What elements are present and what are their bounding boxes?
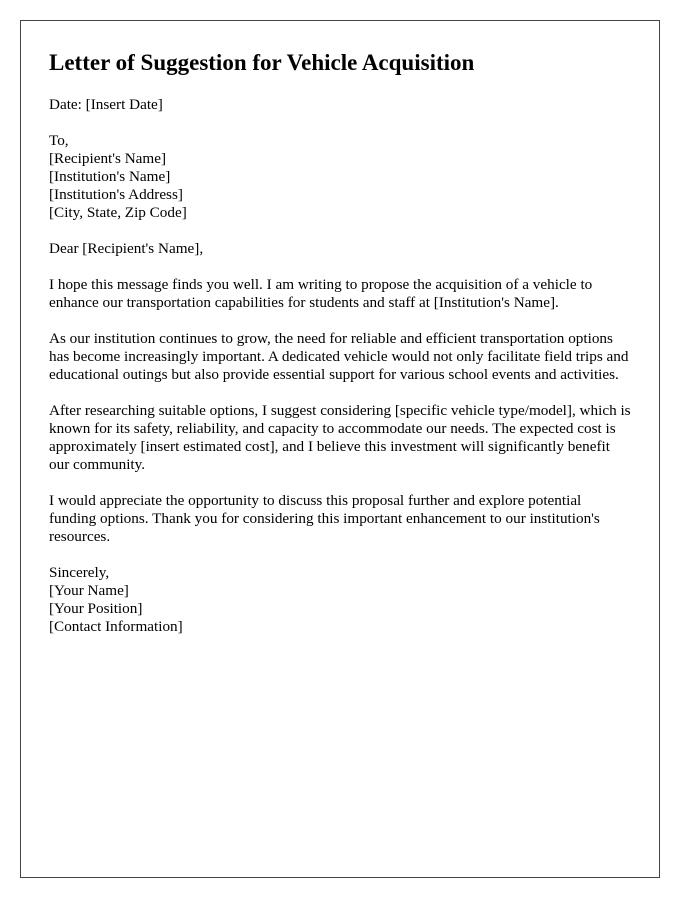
- recipient-line: [Recipient's Name]: [49, 150, 167, 167]
- body-paragraph: As our institution continues to grow, the need for reliable and efficient transportation options has become increasingly important. A dedicated vehicle would not only facilitate field trips and educational outings but also provide essential support for various school events and activities.: [49, 330, 629, 383]
- salutation: Dear [Recipient's Name],: [49, 240, 204, 257]
- closing-block: [49, 564, 631, 636]
- signer-contact: [Contact Information]: [49, 618, 183, 635]
- body-paragraph: I would appreciate the opportunity to discuss this proposal further and explore potential funding options. Thank you for considering this important enhancement to our institution's resources.: [49, 492, 600, 545]
- letter-page: [20, 20, 660, 878]
- signer-position: [Your Position]: [49, 600, 143, 617]
- recipient-block: [49, 132, 631, 222]
- body-paragraph: After researching suitable options, I suggest considering [specific vehicle type/model], which is known for its safety, reliability, and capacity to accommodate our needs. The expected cost is approximately [insert estimated cost], and I believe this investment will significantly benefit our community.: [49, 402, 631, 473]
- letter-title: Letter of Suggestion for Vehicle Acquisition: [49, 50, 475, 75]
- recipient-line: [Institution's Name]: [49, 168, 171, 185]
- recipient-line: [Institution's Address]: [49, 186, 183, 203]
- recipient-line: [City, State, Zip Code]: [49, 204, 187, 221]
- date-line: Date: [Insert Date]: [49, 96, 163, 113]
- signer-name: [Your Name]: [49, 582, 129, 599]
- body-paragraph: I hope this message finds you well. I am writing to propose the acquisition of a vehicle to enhance our transportation capabilities for students and staff at [Institution's Name].: [49, 276, 593, 311]
- recipient-line: To,: [49, 132, 69, 149]
- closing-line: Sincerely,: [49, 564, 110, 581]
